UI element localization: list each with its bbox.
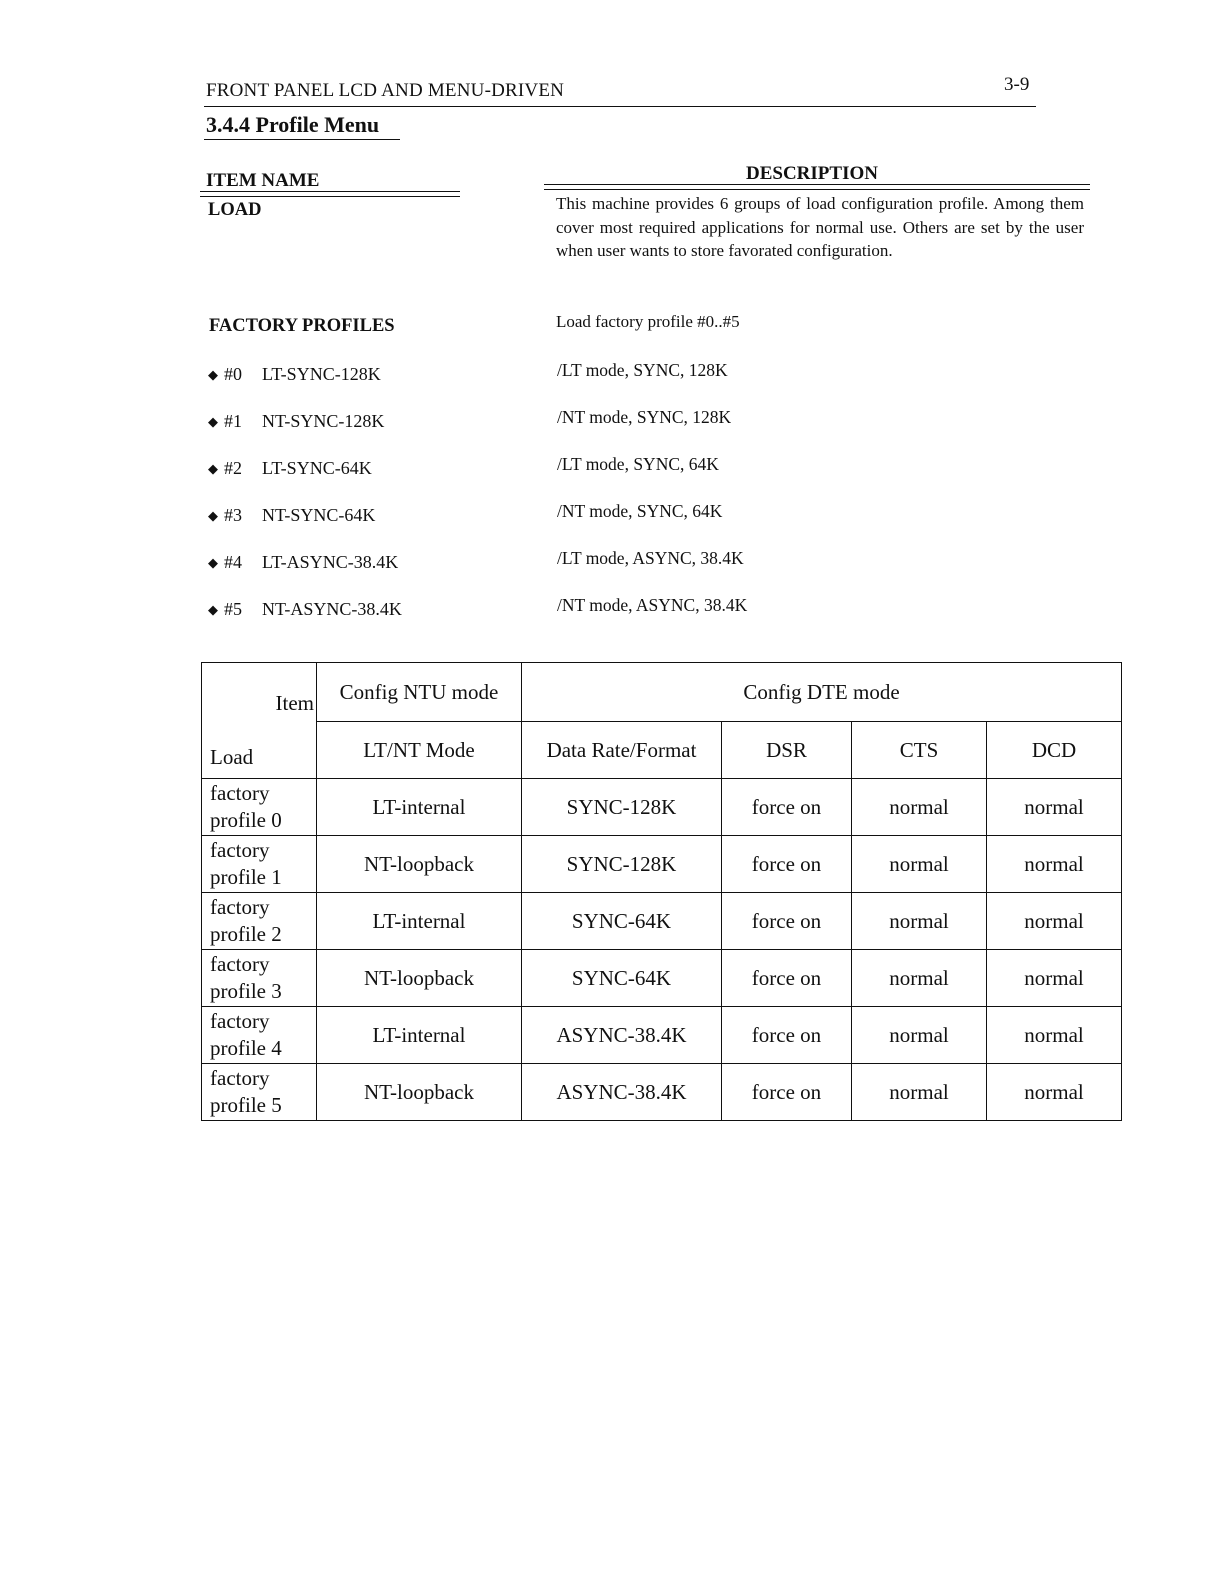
dsr-cell: force on: [722, 1007, 852, 1064]
dcd-cell: normal: [987, 893, 1122, 950]
load-cell-line1: factory: [210, 952, 270, 976]
table-row: [202, 893, 1122, 950]
load-cell-line2: profile 2: [210, 922, 282, 946]
dcd-cell: normal: [987, 950, 1122, 1007]
subheader-data-rate: Data Rate/Format: [522, 722, 722, 779]
item-heading-rule: [200, 191, 460, 192]
cts-cell: normal: [852, 950, 987, 1007]
profile-description: /LT mode, SYNC, 64K: [557, 454, 719, 474]
dsr-cell: force on: [722, 893, 852, 950]
data-rate-cell: SYNC-64K: [522, 893, 722, 950]
profile-name: LT-ASYNC-38.4K: [262, 552, 399, 572]
diamond-bullet-icon: ◆: [208, 366, 218, 382]
table-row: [202, 950, 1122, 1007]
profile-name: LT-SYNC-64K: [262, 458, 372, 478]
load-item-description: This machine provides 6 groups of load configuration profile. Among them cover most required applications for normal use. Others are set by the user when user wants to store favorated configuration.: [556, 194, 1084, 260]
diamond-bullet-icon: ◆: [208, 413, 218, 429]
load-cell-line1: factory: [210, 781, 270, 805]
profile-table: [201, 662, 1122, 1121]
lt-nt-mode-cell: LT-internal: [317, 893, 522, 950]
load-cell-line1: factory: [210, 895, 270, 919]
load-cell: [202, 1007, 317, 1064]
factory-profile-item: [208, 411, 384, 432]
item-load-header-cell: [202, 663, 317, 779]
page-number: 3-9: [1004, 74, 1030, 95]
load-cell-line1: factory: [210, 1066, 270, 1090]
subheader-dcd: DCD: [987, 722, 1122, 779]
table-row: [202, 779, 1122, 836]
table-row: [202, 1007, 1122, 1064]
section-title: 3.4.4 Profile Menu: [206, 112, 380, 137]
table-row: [202, 1064, 1122, 1121]
cts-cell: normal: [852, 836, 987, 893]
load-cell: [202, 779, 317, 836]
load-cell-line2: profile 4: [210, 1036, 282, 1060]
item-heading-rule: [200, 196, 460, 197]
profile-description: /LT mode, SYNC, 128K: [557, 360, 728, 380]
cts-cell: normal: [852, 893, 987, 950]
lt-nt-mode-cell: LT-internal: [317, 779, 522, 836]
dcd-cell: normal: [987, 779, 1122, 836]
profile-number: #1: [224, 411, 242, 431]
data-rate-cell: ASYNC-38.4K: [522, 1064, 722, 1121]
description-heading-rule: [544, 184, 1090, 185]
load-header-label: Load: [210, 745, 254, 769]
data-rate-cell: ASYNC-38.4K: [522, 1007, 722, 1064]
profile-name: NT-SYNC-64K: [262, 505, 376, 525]
cts-cell: normal: [852, 779, 987, 836]
load-cell: [202, 950, 317, 1007]
load-cell: [202, 893, 317, 950]
diamond-bullet-icon: ◆: [208, 460, 218, 476]
profile-number: #0: [224, 364, 242, 384]
dsr-cell: force on: [722, 950, 852, 1007]
dsr-cell: force on: [722, 1064, 852, 1121]
load-cell-line2: profile 1: [210, 865, 282, 889]
profile-number: #4: [224, 552, 242, 572]
profile-number: #3: [224, 505, 242, 525]
factory-profiles-label: FACTORY PROFILES: [209, 316, 395, 336]
description-heading: DESCRIPTION: [746, 163, 878, 184]
load-cell-line1: factory: [210, 1009, 270, 1033]
diamond-bullet-icon: ◆: [208, 554, 218, 570]
profile-number: #5: [224, 599, 242, 619]
data-rate-cell: SYNC-128K: [522, 836, 722, 893]
cts-cell: normal: [852, 1064, 987, 1121]
load-cell-line1: factory: [210, 838, 270, 862]
lt-nt-mode-cell: NT-loopback: [317, 1064, 522, 1121]
table-row: [202, 836, 1122, 893]
subheader-lt-nt-mode: LT/NT Mode: [317, 722, 522, 779]
factory-profile-item: [208, 505, 375, 526]
profile-description: /NT mode, ASYNC, 38.4K: [557, 595, 748, 615]
config-dte-header: Config DTE mode: [522, 663, 1122, 722]
header-rule: [204, 106, 1036, 107]
factory-profiles-description: Load factory profile #0..#5: [556, 312, 740, 331]
diamond-bullet-icon: ◆: [208, 601, 218, 617]
item-name-heading: ITEM NAME: [206, 170, 320, 191]
subheader-dsr: DSR: [722, 722, 852, 779]
load-cell-line2: profile 5: [210, 1093, 282, 1117]
load-cell-line2: profile 0: [210, 808, 282, 832]
factory-profile-item: [208, 364, 381, 385]
load-cell-line2: profile 3: [210, 979, 282, 1003]
diamond-bullet-icon: ◆: [208, 507, 218, 523]
table-subheader-row: [202, 722, 1122, 779]
table-header-row: [202, 663, 1122, 722]
profile-name: LT-SYNC-128K: [262, 364, 381, 384]
data-rate-cell: SYNC-64K: [522, 950, 722, 1007]
profile-name: NT-SYNC-128K: [262, 411, 385, 431]
lt-nt-mode-cell: LT-internal: [317, 1007, 522, 1064]
profile-name: NT-ASYNC-38.4K: [262, 599, 402, 619]
profile-number: #2: [224, 458, 242, 478]
load-item-label: LOAD: [208, 200, 262, 220]
subheader-cts: CTS: [852, 722, 987, 779]
description-heading-rule: [544, 189, 1090, 190]
dsr-cell: force on: [722, 779, 852, 836]
factory-profile-item: [208, 599, 402, 620]
load-cell: [202, 1064, 317, 1121]
item-header-label: Item: [275, 691, 314, 715]
dsr-cell: force on: [722, 836, 852, 893]
profile-description: /LT mode, ASYNC, 38.4K: [557, 548, 744, 568]
lt-nt-mode-cell: NT-loopback: [317, 836, 522, 893]
data-rate-cell: SYNC-128K: [522, 779, 722, 836]
lt-nt-mode-cell: NT-loopback: [317, 950, 522, 1007]
dcd-cell: normal: [987, 836, 1122, 893]
profile-description: /NT mode, SYNC, 64K: [557, 501, 723, 521]
factory-profile-item: [208, 458, 372, 479]
factory-profile-item: [208, 552, 398, 573]
dcd-cell: normal: [987, 1064, 1122, 1121]
config-ntu-header: Config NTU mode: [317, 663, 522, 722]
load-cell: [202, 836, 317, 893]
dcd-cell: normal: [987, 1007, 1122, 1064]
profile-description: /NT mode, SYNC, 128K: [557, 407, 732, 427]
running-header: FRONT PANEL LCD AND MENU-DRIVEN: [206, 80, 565, 101]
cts-cell: normal: [852, 1007, 987, 1064]
section-title-rule: [204, 139, 400, 140]
